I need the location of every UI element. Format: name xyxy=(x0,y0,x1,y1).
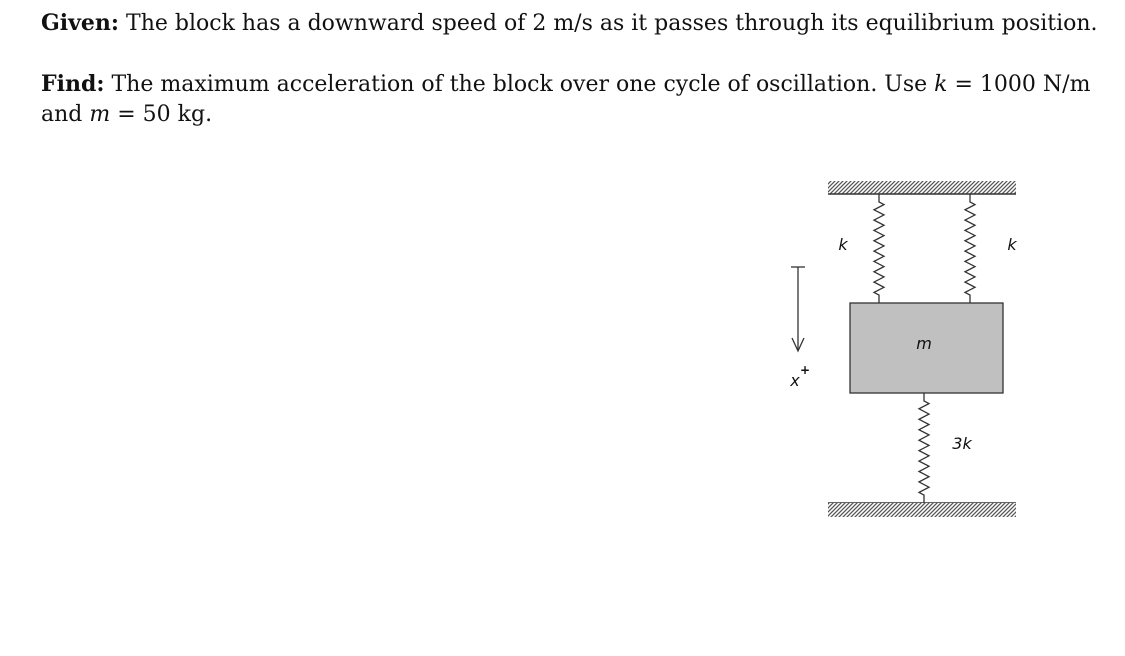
bottom-ground xyxy=(828,503,1016,517)
find-text: The maximum acceleration of the block over one cycle of oscillation. Use xyxy=(111,72,928,97)
m-value: = 50 kg. xyxy=(117,102,213,127)
top-ground xyxy=(828,181,1016,194)
spring-bottom-label: 3k xyxy=(952,434,972,453)
axis-sign: + xyxy=(799,363,811,377)
k-value: = 1000 N/m xyxy=(954,72,1091,97)
bottom-ground-hatch xyxy=(828,503,1016,517)
position-axis-arrow xyxy=(791,267,805,351)
spring-right xyxy=(965,194,975,303)
given-text: The block has a downward speed of 2 m/s as it passes through its equilibrium position. xyxy=(126,11,1098,36)
axis-label: x xyxy=(790,371,800,390)
mass-label: m xyxy=(916,334,932,353)
top-ground-hatch xyxy=(828,181,1016,194)
spring-left xyxy=(874,194,884,303)
spring-bottom xyxy=(919,393,929,503)
find-and: and xyxy=(41,102,83,127)
m-symbol: m xyxy=(89,102,111,127)
k-symbol: k xyxy=(934,72,948,97)
spring-left-label: k xyxy=(838,235,848,254)
spring-right-label: k xyxy=(1007,235,1017,254)
given-label: Given: xyxy=(41,10,120,36)
find-label: Find: xyxy=(41,71,105,97)
